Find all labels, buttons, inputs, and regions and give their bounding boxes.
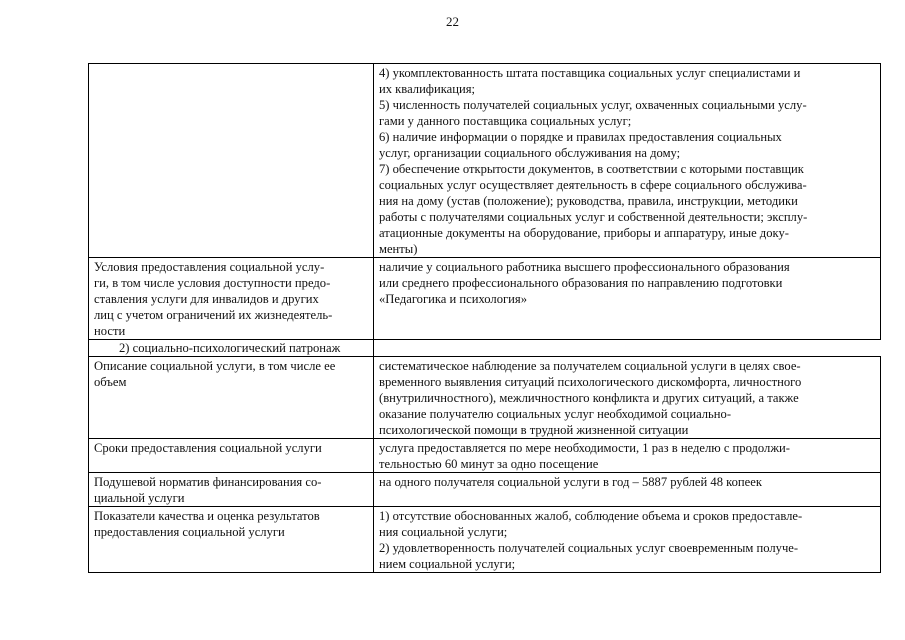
text-line: ставления услуги для инвалидов и других	[94, 292, 319, 306]
text-line: ги, в том числе условия доступности предо-	[94, 276, 331, 290]
text-line: временного выявления ситуаций психологического дискомфорта, личностного	[379, 375, 802, 389]
top-row-right-cell	[374, 64, 881, 258]
text-line: ния на дому (устав (положение); руководства, правила, инструкции, методики	[379, 194, 798, 208]
terms-label-cell	[89, 439, 374, 473]
text-line: предоставления социальной услуги	[94, 525, 285, 539]
table-row-funding	[89, 473, 881, 507]
text-line: ния социальной услуги;	[379, 525, 508, 539]
services-table	[88, 63, 881, 573]
text-line: их квалификация;	[379, 82, 475, 96]
text-line: Сроки предоставления социальной услуги	[94, 441, 322, 455]
text-line: или среднего профессионального образования по направлению подготовки	[379, 276, 783, 290]
text-line: оказание получателю социальных услуг необходимой социально-	[379, 407, 732, 421]
text-line: Описание социальной услуги, в том числе ее	[94, 359, 336, 373]
text-line: циальной услуги	[94, 491, 185, 505]
text-line: 6) наличие информации о порядке и правилах предоставления социальных	[379, 130, 782, 144]
quality-value-cell	[374, 507, 881, 573]
text-line: Подушевой норматив финансирования со-	[94, 475, 322, 489]
section-heading-empty-cell	[374, 340, 881, 357]
text-line: лиц с учетом ограничений их жизнедеятель-	[94, 308, 333, 322]
text-line: 7) обеспечение открытости документов, в соответствии с которыми поставщик	[379, 162, 804, 176]
section-heading-row	[89, 340, 881, 357]
quality-label-cell	[89, 507, 374, 573]
text-line: (внутриличностного), межличностного конфликта и других ситуаций, а также	[379, 391, 799, 405]
text-line: услуга предоставляется по мере необходимости, 1 раз в неделю с продолжи-	[379, 441, 790, 455]
terms-value-cell	[374, 439, 881, 473]
text-line: психологической помощи в трудной жизненной ситуации	[379, 423, 689, 437]
text-line: тельностью 60 минут за одно посещение	[379, 457, 599, 471]
text-line: 1) отсутствие обоснованных жалоб, соблюдение объема и сроков предоставле-	[379, 509, 803, 523]
text-line: социальных услуг осуществляет деятельность в сфере социального обслужива-	[379, 178, 807, 192]
text-line: нием социальной услуги;	[379, 557, 516, 571]
table-row-conditions	[89, 258, 881, 340]
table-row-quality	[89, 507, 881, 573]
text-line: Условия предоставления социальной услу-	[94, 260, 325, 274]
table-row-top	[89, 64, 881, 258]
page-number: 22	[446, 14, 459, 29]
text-line: менты)	[379, 242, 418, 256]
text-line: 4) укомплектованность штата поставщика социальных услуг специалистами и	[379, 66, 801, 80]
description-value-cell	[374, 357, 881, 439]
section-heading: 2) социально-психологический патронаж	[89, 340, 374, 357]
text-line: гами у данного поставщика социальных услуг;	[379, 114, 632, 128]
text-line: ности	[94, 324, 126, 338]
table-row-description	[89, 357, 881, 439]
text-line: работы с получателями социальных услуг и собственной деятельности; эксплу-	[379, 210, 808, 224]
table-row-terms	[89, 439, 881, 473]
top-row-left-cell	[89, 64, 374, 258]
text-line: на одного получателя социальной услуги в год – 5887 рублей 48 копеек	[379, 475, 762, 489]
text-line: услуг, организации социального обслуживания на дому;	[379, 146, 681, 160]
text-line: «Педагогика и психология»	[379, 292, 528, 306]
funding-label-cell	[89, 473, 374, 507]
text-line: Показатели качества и оценка результатов	[94, 509, 320, 523]
conditions-label-cell	[89, 258, 374, 340]
conditions-value-cell	[374, 258, 881, 340]
funding-value-cell	[374, 473, 881, 507]
text-line: атационные документы на оборудование, приборы и аппаратуру, иные доку-	[379, 226, 789, 240]
text-line: 5) численность получателей социальных услуг, охваченных социальными услу-	[379, 98, 807, 112]
description-label-cell	[89, 357, 374, 439]
text-line: 2) удовлетворенность получателей социальных услуг своевременным получе-	[379, 541, 799, 555]
text-line: систематическое наблюдение за получателем социальной услуги в целях свое-	[379, 359, 801, 373]
text-line: наличие у социального работника высшего профессионального образования	[379, 260, 790, 274]
text-line: объем	[94, 375, 127, 389]
